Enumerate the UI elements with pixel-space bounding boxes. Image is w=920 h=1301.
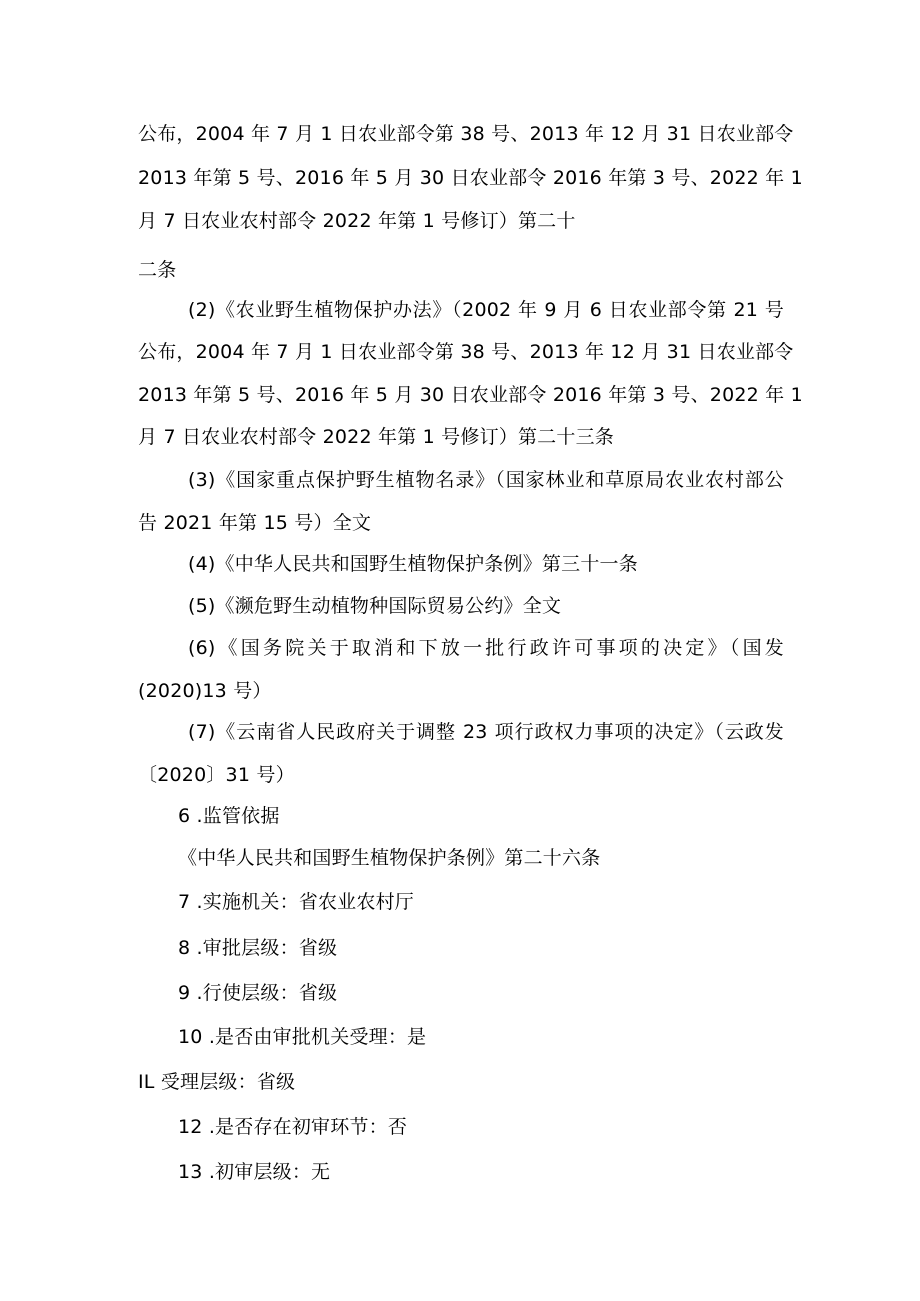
list-item: 10 .是否由审批机关受理：是 xyxy=(178,1026,427,1048)
text-line: (7)《云南省人民政府关于调整 23 项行政权力事项的决定》（云政发 xyxy=(188,721,784,743)
text-line: (5)《濒危野生动植物种国际贸易公约》全文 xyxy=(188,595,562,617)
text-line: 公布，2004 年 7 月 1 日农业部令第 38 号、2013 年 12 月 31 日农业部令 xyxy=(138,123,794,145)
text-line: (3)《国家重点保护野生植物名录》（国家林业和草原局农业农村部公 xyxy=(188,469,784,491)
text-line: 2013 年第 5 号、2016 年 5 月 30 日农业部令 2016 年第 3 号、2022 年 1 xyxy=(138,167,803,189)
text-line: (6)《国务院关于取消和下放一批行政许可事项的决定》（国发 xyxy=(188,637,784,659)
list-item: IL 受理层级：省级 xyxy=(138,1071,296,1093)
text-line: (2)《农业野生植物保护办法》（2002 年 9 月 6 日农业部令第 21 号 xyxy=(188,299,784,321)
text-line: 告 2021 年第 15 号）全文 xyxy=(138,512,372,534)
list-item: 8 .审批层级：省级 xyxy=(178,937,338,959)
list-item: 7 .实施机关：省农业农村厅 xyxy=(178,891,414,913)
text-line: 《中华人民共和国野生植物保护条例》第二十六条 xyxy=(178,847,601,869)
text-line: 公布，2004 年 7 月 1 日农业部令第 38 号、2013 年 12 月 31 日农业部令 xyxy=(138,341,794,363)
list-item: 9 .行使层级：省级 xyxy=(178,982,338,1004)
text-line: 月 7 日农业农村部令 2022 年第 1 号修订）第二十三条 xyxy=(138,426,614,448)
text-line: 2013 年第 5 号、2016 年 5 月 30 日农业部令 2016 年第 3 号、2022 年 1 xyxy=(138,384,803,406)
text-line: 〔2020〕31 号） xyxy=(138,764,295,786)
section-heading: 6 .监管依据 xyxy=(178,805,280,827)
text-line: (4)《中华人民共和国野生植物保护条例》第三十一条 xyxy=(188,553,638,575)
list-item: 13 .初审层级：无 xyxy=(178,1161,331,1183)
text-line: 月 7 日农业农村部令 2022 年第 1 号修订）第二十 xyxy=(138,210,576,232)
text-line: 二条 xyxy=(138,259,177,281)
text-line: (2020)13 号） xyxy=(138,680,272,702)
list-item: 12 .是否存在初审环节：否 xyxy=(178,1116,408,1138)
